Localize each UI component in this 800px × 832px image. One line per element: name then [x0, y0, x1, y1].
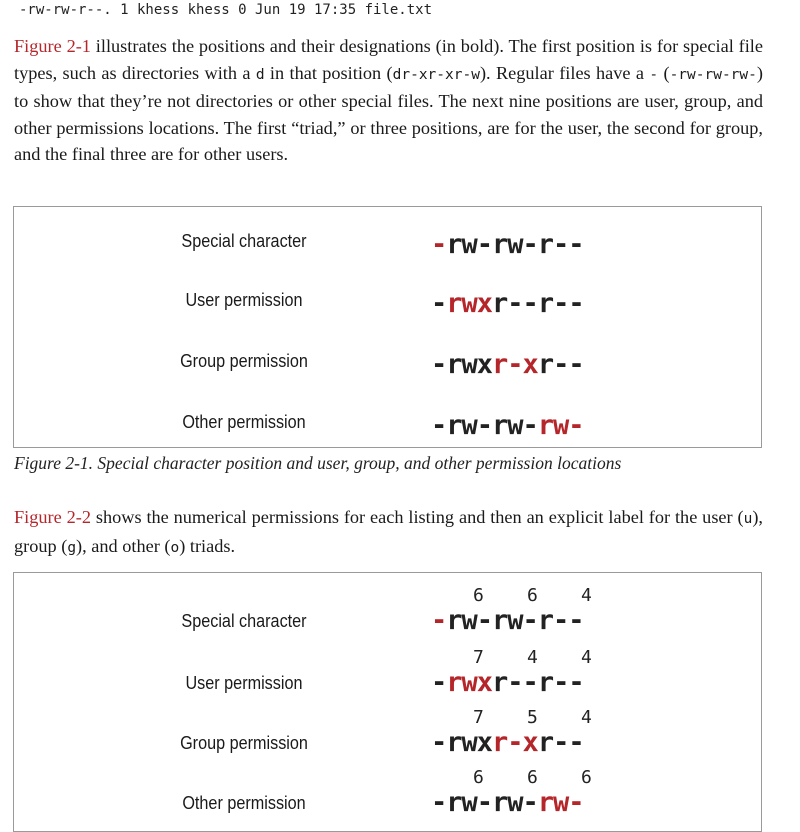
perm-part-highlight: r-x [492, 727, 538, 758]
row-label: Group permission [180, 351, 308, 371]
perm-part-highlight: rwx [446, 288, 493, 319]
num-group: 6 [527, 767, 538, 788]
code-g: g [67, 539, 77, 556]
perm-part: - [431, 667, 447, 698]
row-label: Group permission [180, 733, 308, 753]
code-dash: - [649, 66, 659, 83]
row-label: Other permission [182, 412, 306, 432]
paragraph-figure-2-2-intro [14, 504, 763, 561]
paragraph-figure-2-1-intro [14, 33, 763, 168]
perm-part: r-- [537, 349, 584, 380]
num-other: 4 [581, 647, 592, 668]
perm-part-highlight: - [431, 229, 447, 260]
perm-part-highlight: rw- [537, 410, 584, 441]
row-label: Special character [181, 611, 307, 631]
perm-part-highlight: - [431, 605, 447, 636]
figure-2-1-caption: Figure 2-1. Special character position and user, group, and other permission locations [14, 453, 622, 473]
perm-part-highlight: r-x [492, 349, 538, 380]
listing-line: -rw-rw-r--. 1 khess khess 0 Jun 19 17:35 file.txt [19, 2, 433, 18]
para1-text-3: ). Regular files have a [479, 62, 650, 83]
perm-part: r-- [537, 727, 584, 758]
row-label: Other permission [182, 793, 306, 813]
permission-string [431, 727, 584, 758]
row-label: User permission [185, 290, 303, 310]
para1-text-2: in that position ( [264, 62, 393, 83]
num-user: 7 [473, 647, 484, 668]
figure-2-2 [13, 572, 762, 832]
code-u: u [743, 511, 753, 527]
para2-text-3: ), and other ( [76, 535, 171, 556]
para2-text-2: ), group ( [14, 507, 764, 556]
code-dir-perms: dr-xr-xr-w [392, 66, 480, 83]
figure-2-2-link[interactable]: Figure 2-2 [14, 507, 91, 527]
perm-part: -rwx [431, 349, 493, 380]
figure-2-1 [13, 206, 762, 448]
code-o: o [170, 539, 180, 556]
perm-part: -rwx [431, 727, 493, 758]
row-label: User permission [185, 673, 303, 693]
perm-part: -rw-rw- [431, 787, 538, 818]
permission-string [431, 410, 584, 441]
num-other: 4 [581, 707, 592, 728]
perm-part: r--r-- [492, 667, 584, 698]
code-d: d [255, 66, 265, 83]
perm-part: rw-rw-r-- [446, 605, 584, 636]
row-label: Special character [181, 231, 307, 251]
permission-string [431, 349, 584, 380]
perm-part: r--r-- [492, 288, 584, 319]
para1-text-5: ) to show that they’re not directories or other special files. The next nine positions are user, group, and other permissions locations. The first “triad,” or three positions, are for the user, the second for group, and the final three are for other users. [14, 62, 763, 164]
code-file-perms: -rw-rw-rw- [669, 66, 757, 83]
num-user: 7 [473, 707, 484, 728]
para2-text-1: shows the numerical permissions for each listing and then an explicit label for the user ( [90, 507, 744, 527]
num-user: 6 [473, 767, 484, 788]
perm-part-highlight: rwx [446, 667, 493, 698]
para2-text-4: ) triads. [179, 535, 236, 556]
num-user: 6 [473, 585, 484, 606]
num-group: 4 [527, 647, 538, 668]
num-other: 6 [581, 767, 592, 788]
perm-part-highlight: rw- [537, 787, 584, 818]
perm-part: rw-rw-r-- [446, 229, 584, 260]
permission-string [431, 787, 584, 818]
num-group: 5 [527, 707, 538, 728]
permission-string [431, 229, 584, 260]
num-other: 4 [581, 585, 592, 606]
num-group: 6 [527, 585, 538, 606]
perm-part: -rw-rw- [431, 410, 538, 441]
para1-text-1: illustrates the positions and their designations (in bold). The first position is for special file types, such as directories with a [14, 36, 763, 83]
permission-string [431, 667, 584, 698]
permission-string [431, 605, 584, 636]
perm-part: - [431, 288, 447, 319]
figure-2-1-link[interactable]: Figure 2-1 [14, 36, 91, 56]
permission-string [431, 288, 584, 319]
para1-text-4: ( [658, 62, 670, 83]
